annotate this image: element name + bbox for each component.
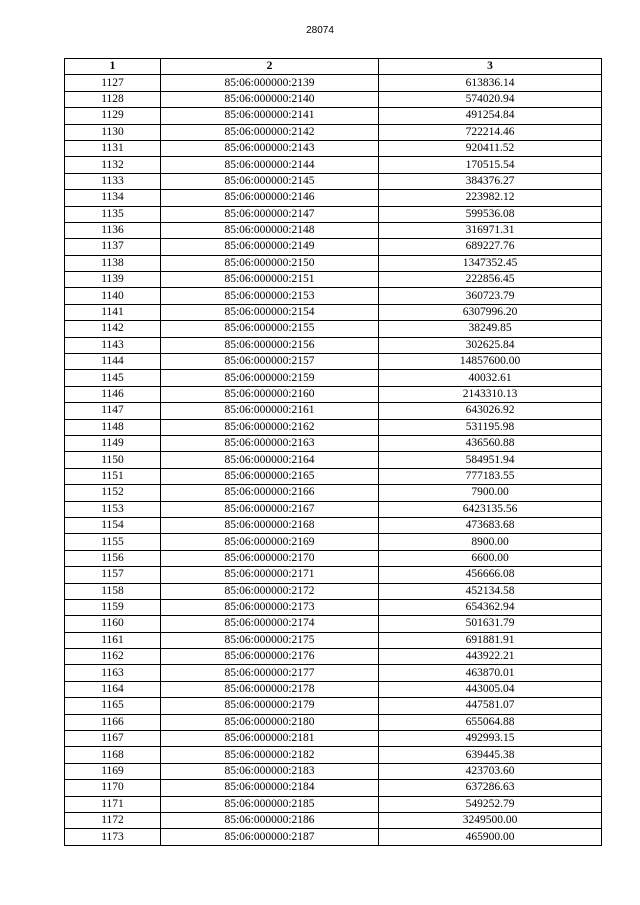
- value-cell: 654362.94: [379, 599, 602, 615]
- value-cell: 443922.21: [379, 649, 602, 665]
- value-cell: 452134.58: [379, 583, 602, 599]
- cadastral-number-cell: 85:06:000000:2164: [161, 452, 379, 468]
- cadastral-number-cell: 85:06:000000:2177: [161, 665, 379, 681]
- row-number-cell: 1133: [65, 173, 161, 189]
- table-row: [65, 304, 602, 320]
- table-row: [65, 829, 602, 845]
- row-number-cell: 1164: [65, 681, 161, 697]
- cadastral-number-cell: 85:06:000000:2173: [161, 599, 379, 615]
- cadastral-number-cell: 85:06:000000:2167: [161, 501, 379, 517]
- cadastral-number-cell: 85:06:000000:2148: [161, 222, 379, 238]
- table-row: [65, 157, 602, 173]
- table-row: [65, 714, 602, 730]
- cadastral-number-cell: 85:06:000000:2140: [161, 91, 379, 107]
- row-number-cell: 1170: [65, 780, 161, 796]
- value-cell: 722214.46: [379, 124, 602, 140]
- value-cell: 38249.85: [379, 321, 602, 337]
- cadastral-number-cell: 85:06:000000:2172: [161, 583, 379, 599]
- table-row: [65, 812, 602, 828]
- value-cell: 7900.00: [379, 485, 602, 501]
- value-cell: 3249500.00: [379, 812, 602, 828]
- table-row: [65, 206, 602, 222]
- table-row: [65, 501, 602, 517]
- cadastral-number-cell: 85:06:000000:2163: [161, 435, 379, 451]
- cadastral-number-cell: 85:06:000000:2154: [161, 304, 379, 320]
- cadastral-number-cell: 85:06:000000:2151: [161, 272, 379, 288]
- row-number-cell: 1149: [65, 435, 161, 451]
- row-number-cell: 1146: [65, 386, 161, 402]
- cadastral-number-cell: 85:06:000000:2156: [161, 337, 379, 353]
- row-number-cell: 1161: [65, 632, 161, 648]
- value-cell: 316971.31: [379, 222, 602, 238]
- cadastral-number-cell: 85:06:000000:2142: [161, 124, 379, 140]
- table-row: [65, 222, 602, 238]
- value-cell: 637286.63: [379, 780, 602, 796]
- cadastral-number-cell: 85:06:000000:2180: [161, 714, 379, 730]
- row-number-cell: 1153: [65, 501, 161, 517]
- table-row: [65, 583, 602, 599]
- row-number-cell: 1169: [65, 763, 161, 779]
- cadastral-number-cell: 85:06:000000:2150: [161, 255, 379, 271]
- value-cell: 920411.52: [379, 140, 602, 156]
- table-row: [65, 796, 602, 812]
- table-row: [65, 632, 602, 648]
- value-cell: 613836.14: [379, 75, 602, 91]
- row-number-cell: 1141: [65, 304, 161, 320]
- table-row: [65, 403, 602, 419]
- row-number-cell: 1166: [65, 714, 161, 730]
- table-row: [65, 780, 602, 796]
- table-row: [65, 681, 602, 697]
- cadastral-number-cell: 85:06:000000:2171: [161, 567, 379, 583]
- value-cell: 574020.94: [379, 91, 602, 107]
- table-header: [65, 59, 602, 75]
- cadastral-number-cell: 85:06:000000:2176: [161, 649, 379, 665]
- value-cell: 655064.88: [379, 714, 602, 730]
- value-cell: 689227.76: [379, 239, 602, 255]
- value-cell: 6307996.20: [379, 304, 602, 320]
- table-row: [65, 173, 602, 189]
- value-cell: 473683.68: [379, 517, 602, 533]
- row-number-cell: 1147: [65, 403, 161, 419]
- value-cell: 14857600.00: [379, 354, 602, 370]
- cadastral-number-cell: 85:06:000000:2165: [161, 468, 379, 484]
- cadastral-number-cell: 85:06:000000:2169: [161, 534, 379, 550]
- row-number-cell: 1144: [65, 354, 161, 370]
- table-row: [65, 124, 602, 140]
- table-row: [65, 255, 602, 271]
- cadastral-number-cell: 85:06:000000:2178: [161, 681, 379, 697]
- cadastral-number-cell: 85:06:000000:2168: [161, 517, 379, 533]
- row-number-cell: 1173: [65, 829, 161, 845]
- table-row: [65, 567, 602, 583]
- table-row: [65, 337, 602, 353]
- cadastral-number-cell: 85:06:000000:2183: [161, 763, 379, 779]
- cadastral-number-cell: 85:06:000000:2185: [161, 796, 379, 812]
- table-row: [65, 616, 602, 632]
- value-cell: 643026.92: [379, 403, 602, 419]
- row-number-cell: 1143: [65, 337, 161, 353]
- row-number-cell: 1172: [65, 812, 161, 828]
- row-number-cell: 1154: [65, 517, 161, 533]
- row-number-cell: 1132: [65, 157, 161, 173]
- row-number-cell: 1171: [65, 796, 161, 812]
- row-number-cell: 1160: [65, 616, 161, 632]
- cadastral-number-cell: 85:06:000000:2146: [161, 190, 379, 206]
- cadastral-number-cell: 85:06:000000:2141: [161, 108, 379, 124]
- value-cell: 6600.00: [379, 550, 602, 566]
- cadastral-number-cell: 85:06:000000:2143: [161, 140, 379, 156]
- value-cell: 501631.79: [379, 616, 602, 632]
- value-cell: 302625.84: [379, 337, 602, 353]
- row-number-cell: 1135: [65, 206, 161, 222]
- table-row: [65, 435, 602, 451]
- cadastral-number-cell: 85:06:000000:2181: [161, 731, 379, 747]
- table-row: [65, 452, 602, 468]
- row-number-cell: 1168: [65, 747, 161, 763]
- cadastral-number-cell: 85:06:000000:2157: [161, 354, 379, 370]
- row-number-cell: 1165: [65, 698, 161, 714]
- value-cell: 491254.84: [379, 108, 602, 124]
- row-number-cell: 1134: [65, 190, 161, 206]
- table-row: [65, 272, 602, 288]
- page-number: 28074: [306, 25, 334, 36]
- value-cell: 691881.91: [379, 632, 602, 648]
- table-row: [65, 91, 602, 107]
- value-cell: 222856.45: [379, 272, 602, 288]
- cadastral-number-cell: 85:06:000000:2166: [161, 485, 379, 501]
- value-cell: 443005.04: [379, 681, 602, 697]
- row-number-cell: 1139: [65, 272, 161, 288]
- row-number-cell: 1140: [65, 288, 161, 304]
- row-number-cell: 1127: [65, 75, 161, 91]
- cadastral-number-cell: 85:06:000000:2174: [161, 616, 379, 632]
- row-number-cell: 1152: [65, 485, 161, 501]
- row-number-cell: 1167: [65, 731, 161, 747]
- cadastral-number-cell: 85:06:000000:2144: [161, 157, 379, 173]
- table-row: [65, 649, 602, 665]
- row-number-cell: 1137: [65, 239, 161, 255]
- row-number-cell: 1162: [65, 649, 161, 665]
- table-row: [65, 75, 602, 91]
- table-row: [65, 763, 602, 779]
- row-number-cell: 1156: [65, 550, 161, 566]
- row-number-cell: 1128: [65, 91, 161, 107]
- table-row: [65, 386, 602, 402]
- table-row: [65, 239, 602, 255]
- value-cell: 584951.94: [379, 452, 602, 468]
- row-number-cell: 1157: [65, 567, 161, 583]
- row-number-cell: 1136: [65, 222, 161, 238]
- value-cell: 447581.07: [379, 698, 602, 714]
- row-number-cell: 1142: [65, 321, 161, 337]
- cadastral-number-cell: 85:06:000000:2139: [161, 75, 379, 91]
- value-cell: 384376.27: [379, 173, 602, 189]
- table-row: [65, 288, 602, 304]
- cadastral-number-cell: 85:06:000000:2162: [161, 419, 379, 435]
- row-number-cell: 1138: [65, 255, 161, 271]
- value-cell: 223982.12: [379, 190, 602, 206]
- table-row: [65, 747, 602, 763]
- row-number-cell: 1150: [65, 452, 161, 468]
- table-row: [65, 485, 602, 501]
- value-cell: 40032.61: [379, 370, 602, 386]
- row-number-cell: 1155: [65, 534, 161, 550]
- value-cell: 599536.08: [379, 206, 602, 222]
- value-cell: 465900.00: [379, 829, 602, 845]
- row-number-cell: 1158: [65, 583, 161, 599]
- table-body: [65, 75, 602, 845]
- value-cell: 360723.79: [379, 288, 602, 304]
- value-cell: 423703.60: [379, 763, 602, 779]
- cadastral-number-cell: 85:06:000000:2159: [161, 370, 379, 386]
- row-number-cell: 1130: [65, 124, 161, 140]
- data-table: [64, 58, 602, 846]
- cadastral-number-cell: 85:06:000000:2161: [161, 403, 379, 419]
- value-cell: 456666.08: [379, 567, 602, 583]
- table-row: [65, 517, 602, 533]
- column-header-3: 3: [379, 59, 602, 75]
- header-row: [65, 59, 602, 75]
- row-number-cell: 1129: [65, 108, 161, 124]
- table-row: [65, 321, 602, 337]
- value-cell: 1347352.45: [379, 255, 602, 271]
- table-row: [65, 419, 602, 435]
- table-row: [65, 354, 602, 370]
- row-number-cell: 1163: [65, 665, 161, 681]
- row-number-cell: 1148: [65, 419, 161, 435]
- value-cell: 170515.54: [379, 157, 602, 173]
- table-row: [65, 108, 602, 124]
- cadastral-number-cell: 85:06:000000:2184: [161, 780, 379, 796]
- value-cell: 549252.79: [379, 796, 602, 812]
- row-number-cell: 1159: [65, 599, 161, 615]
- table-row: [65, 534, 602, 550]
- cadastral-number-cell: 85:06:000000:2153: [161, 288, 379, 304]
- value-cell: 6423135.56: [379, 501, 602, 517]
- table-row: [65, 190, 602, 206]
- table-row: [65, 468, 602, 484]
- cadastral-number-cell: 85:06:000000:2160: [161, 386, 379, 402]
- value-cell: 531195.98: [379, 419, 602, 435]
- cadastral-number-cell: 85:06:000000:2179: [161, 698, 379, 714]
- row-number-cell: 1131: [65, 140, 161, 156]
- row-number-cell: 1145: [65, 370, 161, 386]
- cadastral-number-cell: 85:06:000000:2155: [161, 321, 379, 337]
- table-row: [65, 731, 602, 747]
- table-row: [65, 698, 602, 714]
- table-row: [65, 370, 602, 386]
- row-number-cell: 1151: [65, 468, 161, 484]
- cadastral-number-cell: 85:06:000000:2182: [161, 747, 379, 763]
- table-row: [65, 550, 602, 566]
- value-cell: 2143310.13: [379, 386, 602, 402]
- column-header-2: 2: [161, 59, 379, 75]
- value-cell: 639445.38: [379, 747, 602, 763]
- cadastral-number-cell: 85:06:000000:2186: [161, 812, 379, 828]
- table-row: [65, 599, 602, 615]
- table-row: [65, 665, 602, 681]
- column-header-1: 1: [65, 59, 161, 75]
- cadastral-number-cell: 85:06:000000:2175: [161, 632, 379, 648]
- cadastral-number-cell: 85:06:000000:2170: [161, 550, 379, 566]
- cadastral-number-cell: 85:06:000000:2149: [161, 239, 379, 255]
- cadastral-number-cell: 85:06:000000:2145: [161, 173, 379, 189]
- cadastral-number-cell: 85:06:000000:2147: [161, 206, 379, 222]
- value-cell: 492993.15: [379, 731, 602, 747]
- table-row: [65, 140, 602, 156]
- value-cell: 777183.55: [379, 468, 602, 484]
- value-cell: 436560.88: [379, 435, 602, 451]
- value-cell: 8900.00: [379, 534, 602, 550]
- value-cell: 463870.01: [379, 665, 602, 681]
- cadastral-number-cell: 85:06:000000:2187: [161, 829, 379, 845]
